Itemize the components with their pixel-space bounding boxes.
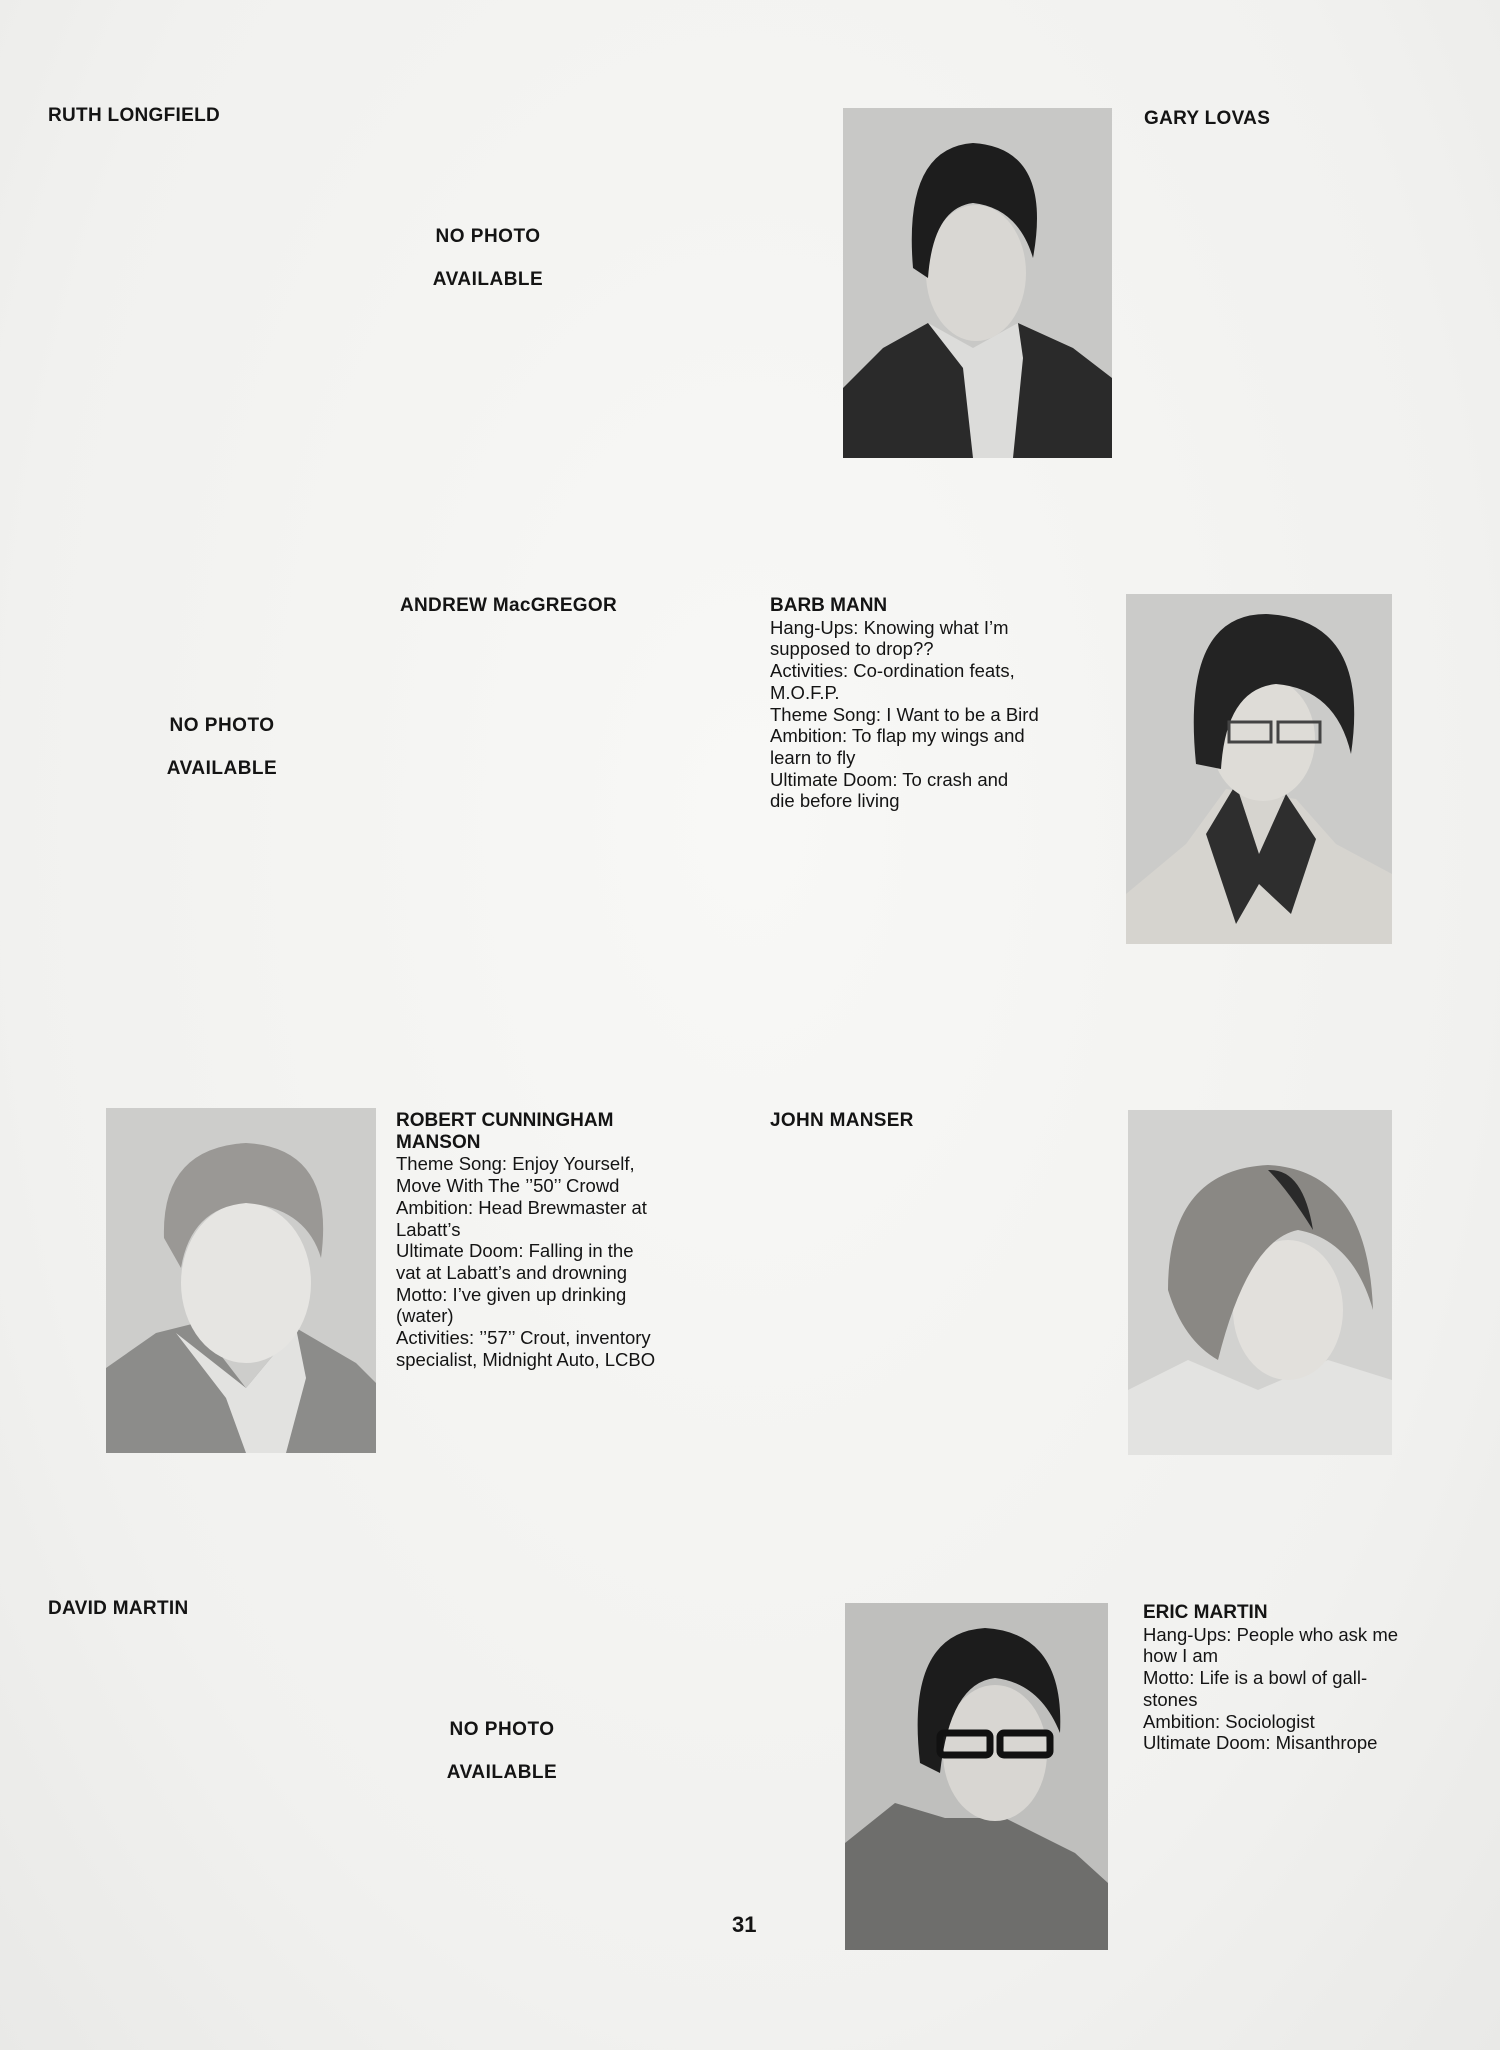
bio-line: learn to fly [770, 746, 856, 768]
bio-line: Ultimate Doom: To crash and [770, 768, 1009, 790]
student-name-david-martin: DAVID MARTIN [48, 1598, 189, 1619]
bio-line: Hang-Ups: People who ask me [1143, 1623, 1399, 1645]
bio-line: Theme Song: I Want to be a Bird [770, 703, 1039, 725]
student-name-gary-lovas: GARY LOVAS [1144, 108, 1271, 129]
no-photo-line1: NO PHOTO [435, 226, 541, 247]
student-bio-barb-mann [770, 595, 1039, 812]
bio-line: die before living [770, 790, 900, 812]
page-number: 31 [732, 1912, 757, 1937]
student-photo-barb-mann [1126, 594, 1392, 944]
bio-line: Move With The ’’50’’ Crowd [396, 1175, 620, 1197]
name-line-2: MANSON [396, 1131, 481, 1153]
bio-line: Labatt’s [396, 1218, 461, 1240]
no-photo-line2: AVAILABLE [432, 269, 544, 290]
bio-line: Ambition: Sociologist [1143, 1710, 1315, 1732]
bio-line: Ultimate Doom: Falling in the [396, 1240, 634, 1262]
bio-line: Activities: ’’57’’ Crout, inventory [396, 1327, 651, 1349]
student-bio-robert-manson [396, 1110, 655, 1370]
bio-line: Motto: I’ve given up drinking [396, 1283, 627, 1305]
no-photo-line2: AVAILABLE [446, 1762, 558, 1783]
bio-line: Ultimate Doom: Misanthrope [1143, 1732, 1378, 1754]
no-photo-line1: NO PHOTO [449, 1719, 555, 1740]
student-photo-gary-lovas [843, 108, 1112, 458]
student-bio-eric-martin [1143, 1602, 1398, 1754]
bio-line: vat at Labatt’s and drowning [396, 1261, 628, 1283]
bio-line: (water) [396, 1305, 454, 1327]
bio-line: supposed to drop?? [770, 638, 934, 660]
student-name-john-manser: JOHN MANSER [770, 1110, 914, 1131]
student-name-eric-martin: ERIC MARTIN [1143, 1602, 1268, 1623]
no-photo-notice [122, 715, 322, 780]
bio-line: Activities: Co-ordination feats, [770, 660, 1015, 682]
bio-line: Ambition: To flap my wings and [770, 725, 1025, 747]
bio-line: Hang-Ups: Knowing what I’m [770, 616, 1009, 638]
no-photo-notice [402, 1719, 602, 1784]
bio-line: how I am [1143, 1645, 1219, 1667]
no-photo-line1: NO PHOTO [169, 715, 275, 736]
bio-line: Theme Song: Enjoy Yourself, [396, 1153, 635, 1175]
bio-line: specialist, Midnight Auto, LCBO [396, 1348, 656, 1370]
student-name-ruth-longfield: RUTH LONGFIELD [48, 105, 221, 126]
student-photo-eric-martin [845, 1603, 1108, 1950]
no-photo-line2: AVAILABLE [166, 758, 278, 779]
student-name-andrew-macgregor: ANDREW MacGREGOR [400, 595, 617, 616]
bio-line: Ambition: Head Brewmaster at [396, 1196, 647, 1218]
student-name-robert-manson [396, 1110, 655, 1153]
no-photo-notice [388, 226, 588, 291]
bio-line: stones [1143, 1688, 1198, 1710]
bio-line: M.O.F.P. [770, 681, 840, 703]
student-photo-robert-manson [106, 1108, 376, 1453]
name-line-1: ROBERT CUNNINGHAM [396, 1110, 614, 1131]
bio-line: Motto: Life is a bowl of gall- [1143, 1667, 1368, 1689]
student-name-barb-mann: BARB MANN [770, 595, 888, 616]
student-photo-john-manser [1128, 1110, 1392, 1455]
